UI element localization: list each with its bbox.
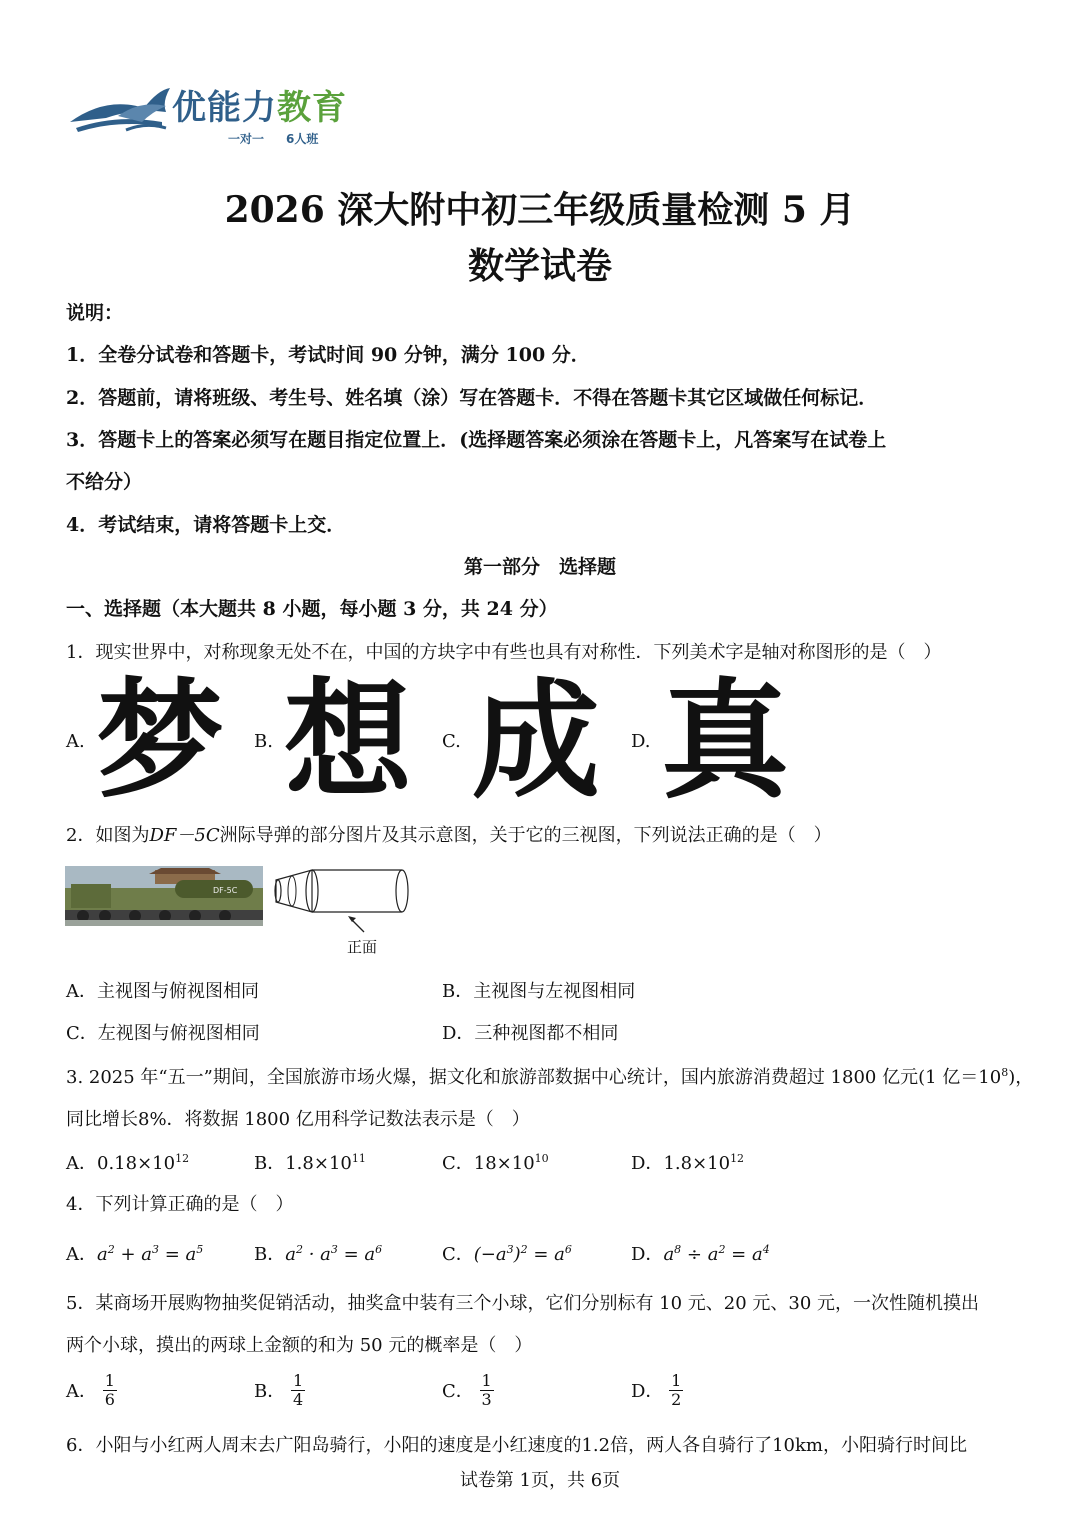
instructions-heading: 说明：: [66, 302, 124, 324]
q5-option-d-den: 2: [671, 1389, 682, 1409]
q5-option-c-den: 3: [481, 1389, 492, 1409]
q5-option-d-num: 1: [671, 1371, 682, 1390]
q2-option-c: C．左视图与俯视图相同: [66, 1023, 260, 1044]
logo-name-part1: 优能力: [172, 88, 277, 128]
q3-option-d-exp: 12: [730, 1152, 745, 1165]
q1-option-b-letter: B.: [254, 731, 273, 752]
instruction-item-4: 4．考试结束，请将答题卡上交．: [66, 514, 346, 536]
q4-option-a: [66, 1240, 203, 1266]
q1-option-a-letter: A.: [66, 731, 85, 752]
q3-option-b-exp: 11: [351, 1152, 366, 1165]
q2-option-a: A．主视图与俯视图相同: [66, 981, 259, 1002]
q5-option-a-fraction: [103, 1372, 117, 1408]
instruction-item-3-cont: 不给分）: [66, 471, 143, 493]
q3-line-1-text: 3. 2025 年“五一”期间，全国旅游市场火爆，据文化和旅游部数据中心统计，国内旅游消费超过 1800 亿元(1 亿＝10: [66, 1067, 1002, 1088]
q5-option-a-num: 1: [104, 1371, 115, 1390]
front-view-label: 正面: [347, 938, 378, 956]
q2-stem-math: DF－5C: [149, 825, 220, 846]
q2-option-b: B．主视图与左视图相同: [442, 981, 636, 1002]
instruction-item-3: 3．答题卡上的答案必须写在题目指定位置上．(选择题答案必须涂在答题卡上，凡答案写在试卷上: [66, 429, 887, 451]
q3-option-d-letter: D．: [631, 1153, 664, 1174]
missile-photo-label: DF-5C: [213, 886, 238, 895]
q3-option-c: [442, 1149, 549, 1175]
q4-option-b-letter: B．: [254, 1244, 286, 1265]
q5-option-a: [66, 1372, 117, 1408]
q4-option-c-formula: $(-a^3)^2 = a^6$: [473, 1243, 572, 1265]
q3-option-a-exp: 12: [175, 1152, 190, 1165]
missile-photo: [65, 866, 263, 926]
q3-option-c-letter: C．: [442, 1153, 474, 1174]
q5-option-b-num: 1: [292, 1371, 304, 1390]
instruction-item-1: 1．全卷分试卷和答题卡，考试时间 90 分钟，满分 100 分．: [66, 344, 590, 366]
q2-option-d: D．三种视图都不相同: [442, 1023, 619, 1044]
q5-option-c-fraction: [480, 1372, 494, 1408]
q1-option-c-letter: C.: [442, 731, 461, 752]
q4-option-d-formula: $a^8 \div a^2 = a^4$: [663, 1243, 770, 1265]
q2-stem-post: 洲际导弹的部分图片及其示意图，关于它的三视图，下列说法正确的是（ ）: [219, 825, 832, 846]
q3-line-1: [66, 1063, 1033, 1089]
q3-option-b-base: 1.8×10: [285, 1153, 352, 1174]
q5-line-1: 5．某商场开展购物抽奖促销活动，抽奖盒中装有三个小球，它们分别标有 10 元、20 元、30 元，一次性随机摸出: [66, 1293, 980, 1314]
logo-tag-one: 一对一: [228, 132, 265, 146]
q3-option-b-letter: B．: [254, 1153, 286, 1174]
part-title: 第一部分 选择题: [463, 556, 616, 578]
q5-line-2: 两个小球，摸出的两球上金额的和为 50 元的概率是（ ）: [66, 1335, 533, 1356]
q4-option-c: [442, 1240, 572, 1266]
q5-option-b-den: 4: [292, 1389, 304, 1409]
logo-tagline: [228, 130, 340, 147]
logo-name-part2: 教育: [277, 88, 347, 128]
q5-option-c: [442, 1372, 494, 1408]
q1-option-d-glyph: 真: [661, 667, 790, 816]
q5-option-d: [631, 1372, 683, 1408]
q3-line-2: 同比增长8%．将数据 1800 亿用科学记数法表示是（ ）: [66, 1109, 530, 1130]
q3-option-b: [254, 1149, 366, 1175]
q5-option-a-den: 6: [104, 1389, 115, 1409]
q6-line-1: 6．小阳与小红两人周末去广阳岛骑行，小阳的速度是小红速度的1.2倍，两人各自骑行了10km，小阳骑行时间比: [66, 1435, 967, 1456]
q3-line-1-tail: )，: [1008, 1067, 1034, 1088]
q3-option-a: [66, 1149, 189, 1175]
q4-option-b-formula: $a^2 \cdot a^3 = a^6$: [285, 1243, 383, 1265]
q3-line-1-exponent: 8: [1001, 1066, 1009, 1079]
q3-option-a-base: 0.18×10: [97, 1153, 176, 1174]
q5-option-d-letter: D．: [631, 1381, 664, 1403]
q5-option-b: [254, 1372, 305, 1408]
q1-option-b-glyph: 想: [284, 667, 413, 816]
q5-option-b-letter: B．: [254, 1381, 286, 1403]
q3-option-c-exp: 10: [534, 1152, 549, 1165]
q1-option-c-glyph: 成: [472, 667, 601, 816]
q4-option-b: [254, 1240, 382, 1266]
q5-option-b-fraction: [291, 1372, 305, 1408]
q4-option-d-letter: D．: [631, 1244, 664, 1265]
instruction-item-2: 2．答题前，请将班级、考生号、姓名填（涂）写在答题卡．不得在答题卡其它区域做任何标记．: [66, 387, 878, 409]
missile-schematic: [272, 866, 412, 936]
exam-title: 2026 深大附中初三年级质量检测 5 月: [224, 189, 856, 231]
q5-option-a-letter: A．: [66, 1381, 97, 1403]
q5-option-d-fraction: [669, 1372, 683, 1408]
q1-option-a-glyph: 梦: [96, 667, 225, 816]
q5-option-c-letter: C．: [442, 1381, 474, 1403]
q2-stem: [66, 821, 832, 847]
group-title: 一、选择题（本大题共 8 小题，每小题 3 分，共 24 分）: [66, 598, 558, 620]
q3-option-d: [631, 1149, 744, 1175]
q4-option-c-letter: C．: [442, 1244, 474, 1265]
logo-wordmark: [172, 80, 347, 129]
q2-stem-pre: 2．如图为: [66, 825, 150, 846]
q4-option-d: [631, 1240, 770, 1266]
q4-stem: 4．下列计算正确的是（ ）: [66, 1194, 294, 1215]
q1-option-d-letter: D.: [631, 731, 651, 752]
logo-tag-two: 6人班: [286, 132, 319, 146]
q3-option-a-letter: A．: [66, 1153, 97, 1174]
q1-stem: 1．现实世界中，对称现象无处不在，中国的方块字中有些也具有对称性．下列美术字是轴对称图形的是（ ）: [66, 642, 942, 663]
q4-option-a-letter: A．: [66, 1244, 97, 1265]
q4-option-a-formula: $a^2 + a^3 = a^5$: [97, 1243, 204, 1265]
q5-option-c-num: 1: [481, 1371, 492, 1390]
q3-option-c-base: 18×10: [473, 1153, 535, 1174]
exam-subtitle: 数学试卷: [467, 245, 612, 287]
q3-option-d-base: 1.8×10: [663, 1153, 731, 1174]
page-footer: 试卷第 1页，共 6页: [459, 1470, 621, 1491]
